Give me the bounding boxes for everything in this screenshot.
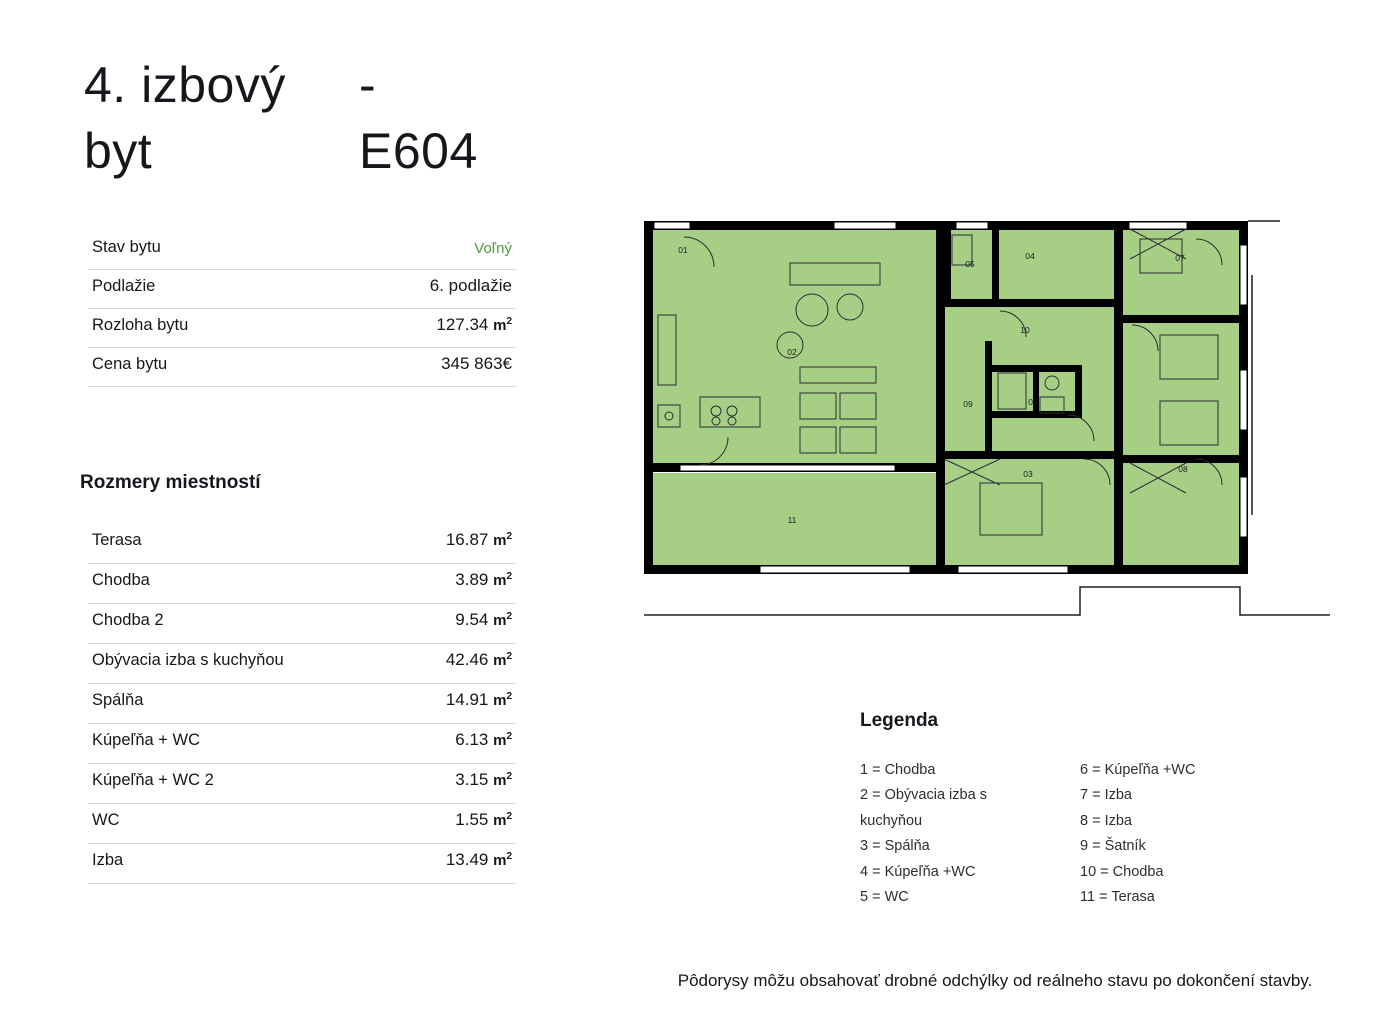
unit-square-meters: $m^2$ [493,651,512,669]
room-number: 02 [787,347,797,357]
legend-item: 5 = WC [860,888,909,905]
apartment-info-table [88,232,516,387]
legend-item: 9 = Šatník [1080,838,1146,855]
title-line-1 [84,52,604,118]
page-title [84,52,604,184]
title-dash: - [359,57,377,113]
room-row-living-room-kitchen [88,644,516,684]
room-name: WC [92,811,120,829]
room-row-izba [88,844,516,884]
room-area-number: 3.89 [455,570,489,589]
room-row-wc [88,804,516,844]
room-area [455,730,512,750]
legend-item: 2 = Obývacia izba s [860,787,987,804]
unit-square-meters: $m^2$ [493,571,512,589]
room-dimensions-table [88,524,516,884]
room-area-number: 13.49 [445,850,489,869]
room-area-number: 42.46 [445,650,489,669]
floorplan [640,215,1340,645]
info-row-area [88,309,516,348]
info-label-area: Rozloha bytu [92,316,189,334]
room-name: Terasa [92,531,142,549]
status-badge: Voľný [474,240,512,257]
room-row-bathroom-wc-2 [88,764,516,804]
room-row-chodba-2 [88,604,516,644]
room-area [446,530,512,550]
room-area-number: 16.87 [445,530,489,549]
room-area [455,770,512,790]
info-value-floor: 6. podlažie [429,276,512,295]
room-area-number: 9.54 [455,610,489,629]
info-value-area [436,315,512,335]
unit-square-meters: $m^2$ [493,771,512,789]
unit-square-meters: $m^2$ [493,731,512,749]
room-number: 03 [1023,469,1033,479]
title-unit-code: E604 [359,123,478,179]
room-area-number: 3.15 [455,770,489,789]
room-number: 07 [1175,253,1185,263]
room-name: Kúpeľňa + WC 2 [92,771,214,789]
room-number: 08 [1178,464,1188,474]
room-number: 04 [1025,251,1035,261]
legend-item: 1 = Chodba [860,762,936,778]
rooms-section-title: Rozmery miestností [80,472,261,493]
legend-item: kuchyňou [860,812,923,829]
unit-square-meters: $m^2$ [493,851,512,869]
room-number: 05 [965,259,975,269]
room-area [446,650,512,670]
legend-item: 3 = Spálňa [860,838,930,855]
room-number: 10 [1020,325,1030,335]
info-label-status: Stav bytu [92,238,161,256]
legend-item: 6 = Kúpeľňa +WC [1080,762,1196,778]
room-area-number: 14.91 [445,690,489,709]
room-area [455,810,512,830]
info-value-price: 345 863€ [441,354,512,373]
legend-item: 10 = Chodba [1080,863,1164,880]
unit-square-meters: $m^2$ [493,691,512,709]
room-area-number: 1.55 [455,810,489,829]
info-value-area-number: 127.34 [436,315,489,334]
legend-column-right [1080,758,1300,910]
info-label-floor: Podlažie [92,277,156,295]
room-name: Izba [92,851,124,869]
unit-square-meters: $m^2$ [493,811,512,829]
unit-square-meters: $m^2$ [493,531,512,549]
room-number: 11 [787,515,797,525]
legend-item: 8 = Izba [1080,812,1132,829]
room-number: 09 [963,399,973,409]
room-name: Chodba 2 [92,611,164,629]
room-area [455,610,512,630]
room-row-bedroom [88,684,516,724]
info-row-status [88,232,516,270]
legend-item: 7 = Izba [1080,787,1132,804]
legend-column-left [860,758,1080,910]
disclaimer-note: Pôdorysy môžu obsahovať drobné odchýlky od reálneho stavu po dokončení stavby. [677,971,1313,990]
room-name: Chodba [92,571,150,589]
room-name: Spálňa [92,691,144,709]
title-apartment-type: 4. izbový [84,57,286,113]
room-area [455,570,512,590]
legend-item: 11 = Terasa [1080,888,1155,905]
legend-item: 4 = Kúpeľňa +WC [860,863,976,880]
info-row-price [88,348,516,387]
title-line-2 [84,118,604,184]
legend-title: Legenda [860,710,939,731]
room-number: 06 [1028,397,1038,407]
unit-square-meters: $m^2$ [493,611,512,629]
info-row-floor [88,270,516,309]
room-number: 01 [678,245,688,255]
unit-square-meters: $m^2$ [493,316,512,334]
room-area [446,690,512,710]
floorplan-svg [640,215,1340,645]
room-row-chodba [88,564,516,604]
title-unit-word: byt [84,123,153,179]
info-label-price: Cena bytu [92,355,168,373]
legend [860,710,1300,910]
room-name: Kúpeľňa + WC [92,731,200,749]
room-row-bathroom-wc [88,724,516,764]
room-row-terasa [88,524,516,564]
room-name: Obývacia izba s kuchyňou [92,651,284,669]
room-area [446,850,512,870]
room-area-number: 6.13 [455,730,489,749]
